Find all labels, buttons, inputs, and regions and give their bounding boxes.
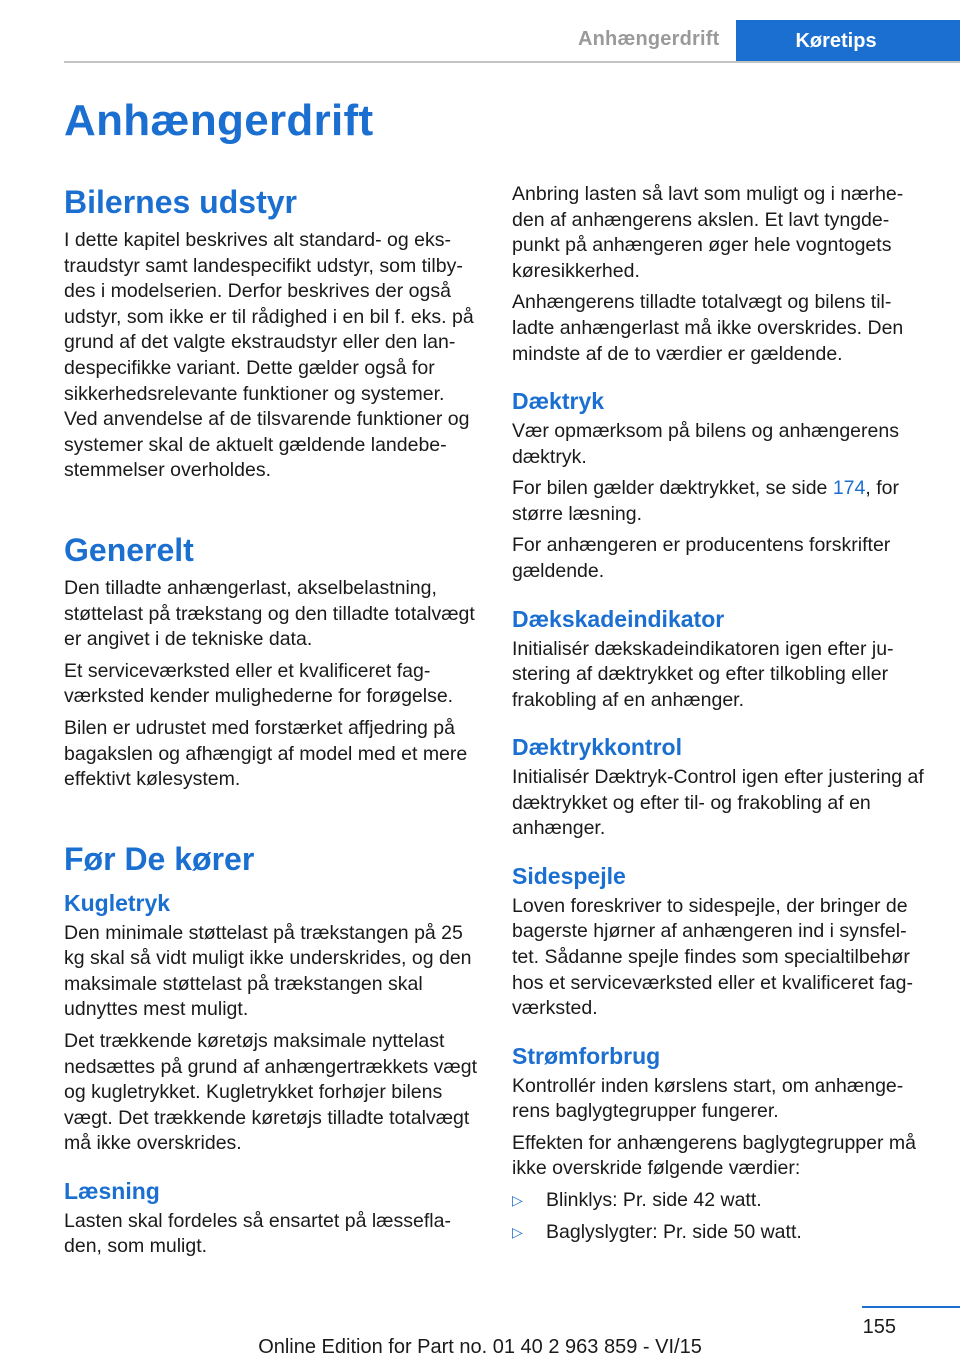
paragraph: Den minimale støttelast på trækstangen på 25 kg skal så vidt muligt ikke underskrides, og den maksimale støttelast på trækstangen skal udnyttes mest muligt. bbox=[64, 921, 472, 1021]
subsection-title-daektryk: Dæktryk bbox=[512, 388, 605, 415]
subsection-title-sidespejle: Sidespejle bbox=[512, 862, 626, 889]
paragraph: Anbring lasten så lavt som muligt og i nærheden af anhængerens akslen. Et lavt tyngdepunkt på anhængeren øger hele vogntogets køresikkerhed. bbox=[512, 183, 904, 282]
right-column bbox=[512, 182, 926, 1251]
paragraph: Det trækkende køretøjs maksimale nyttelast nedsættes på grund af anhængertrækkets vægt og kugletrykket. Kugletrykket forhøjer bilens vægt. Det trækkende køretøjs tilladte totalvægt må ikke overskrides. bbox=[64, 1029, 477, 1155]
subsection-title-kugletryk: Kugletryk bbox=[64, 889, 171, 916]
page-number: 155 bbox=[862, 1316, 896, 1338]
paragraph: Loven foreskriver to sidespejle, der bringer de bagerste hjørner af anhængeren ind i synsfeltet. Sådanne spejle findes som specialtilbehør hos et serviceværksted eller et kvalificeret fagværksted. bbox=[512, 894, 913, 1020]
list-item bbox=[512, 1188, 926, 1214]
page-title: Anhængerdrift bbox=[64, 96, 374, 145]
left-column bbox=[64, 182, 478, 1266]
footer-divider bbox=[862, 1306, 960, 1308]
text-span: For bilen gælder dæktrykket, se side bbox=[512, 477, 833, 500]
paragraph: Initialisér dækskadeindikatoren igen efter justering af dæktrykket og efter tilkobling eller frakobling af en anhænger. bbox=[512, 637, 894, 711]
list-item bbox=[512, 1220, 926, 1246]
paragraph: Lasten skal fordeles så ensartet på læssefladen, som muligt. bbox=[64, 1209, 451, 1258]
paragraph: Den tilladte anhængerlast, akselbelastning, støttelast på trækstang og den tilladte totalvægt er angivet i de tekniske data. bbox=[64, 576, 475, 651]
triangle-bullet-icon: ▷ bbox=[512, 1192, 523, 1209]
subsection-title-daektrykkontrol: Dæktrykkontrol bbox=[512, 734, 682, 761]
section-title-bilernes-udstyr: Bilernes udstyr bbox=[64, 184, 297, 220]
subsection-title-daekskadeindikator: Dækskadeindikator bbox=[512, 605, 725, 632]
list-item-text: Blinklys: Pr. side 42 watt. bbox=[546, 1189, 762, 1212]
paragraph: Et serviceværksted eller et kvalificeret fagværksted kender mulighederne for forøgelse. bbox=[64, 659, 454, 708]
paragraph bbox=[512, 476, 926, 527]
paragraph: Kontrollér inden kørslens start, om anhængerens baglygtegrupper fungerer. bbox=[512, 1074, 904, 1123]
text-span: , for større læsning. bbox=[512, 477, 899, 525]
paragraph: Effekten for anhængerens baglygtegrupper må ikke overskride følgende værdier: bbox=[512, 1131, 916, 1180]
paragraph: I dette kapitel beskrives alt standard- og ekstraudstyr samt landespecifikt udstyr, som tilbydes i modelserien. Derfor beskrives der også udstyr, som ikke er til rådighed i en bil f. eks. på grund af det valgte ekstraudstyr eller den landespecifikke variant. Dette gælder også for sikkerhedsrelevante funktioner og systemer. Ved anvendelse af de tilsvarende funktioner og systemer skal de aktuelt gældende landebestemmelser overholdes. bbox=[64, 229, 474, 482]
paragraph: For anhængeren er producentens forskrifter gældende. bbox=[512, 534, 891, 583]
paragraph: Initialisér Dæktryk-Control igen efter justering af dæktrykket og efter til- og frakobling af en anhænger. bbox=[512, 766, 924, 840]
header-divider bbox=[64, 61, 960, 63]
subsection-title-stroemforbrug: Strømforbrug bbox=[512, 1042, 661, 1069]
paragraph: Vær opmærksom på bilens og anhængerens dæktryk. bbox=[512, 420, 899, 468]
list-item-text: Baglyslygter: Pr. side 50 watt. bbox=[546, 1220, 802, 1243]
paragraph: Anhængerens tilladte totalvægt og bilens tilladte anhængerlast må ikke overskrides. Den mindste af de to værdier er gældende. bbox=[512, 291, 904, 365]
subsection-title-laesning: Læsning bbox=[64, 1177, 160, 1204]
breadcrumb-chapter[interactable]: Køretips bbox=[736, 20, 960, 62]
section-title-for-de-korer: Før De kører bbox=[64, 840, 255, 877]
edition-footer: Online Edition for Part no. 01 40 2 963 859 - VI/15 bbox=[258, 1336, 702, 1358]
breadcrumb-section[interactable]: Anhængerdrift bbox=[578, 28, 720, 50]
page-reference-link[interactable]: 174 bbox=[832, 477, 866, 500]
paragraph: Bilen er udrustet med forstærket affjedring på bagakslen og afhængigt af model med et mere effektivt kølesystem. bbox=[64, 716, 468, 791]
triangle-bullet-icon: ▷ bbox=[512, 1223, 523, 1240]
section-title-generelt: Generelt bbox=[64, 531, 194, 568]
